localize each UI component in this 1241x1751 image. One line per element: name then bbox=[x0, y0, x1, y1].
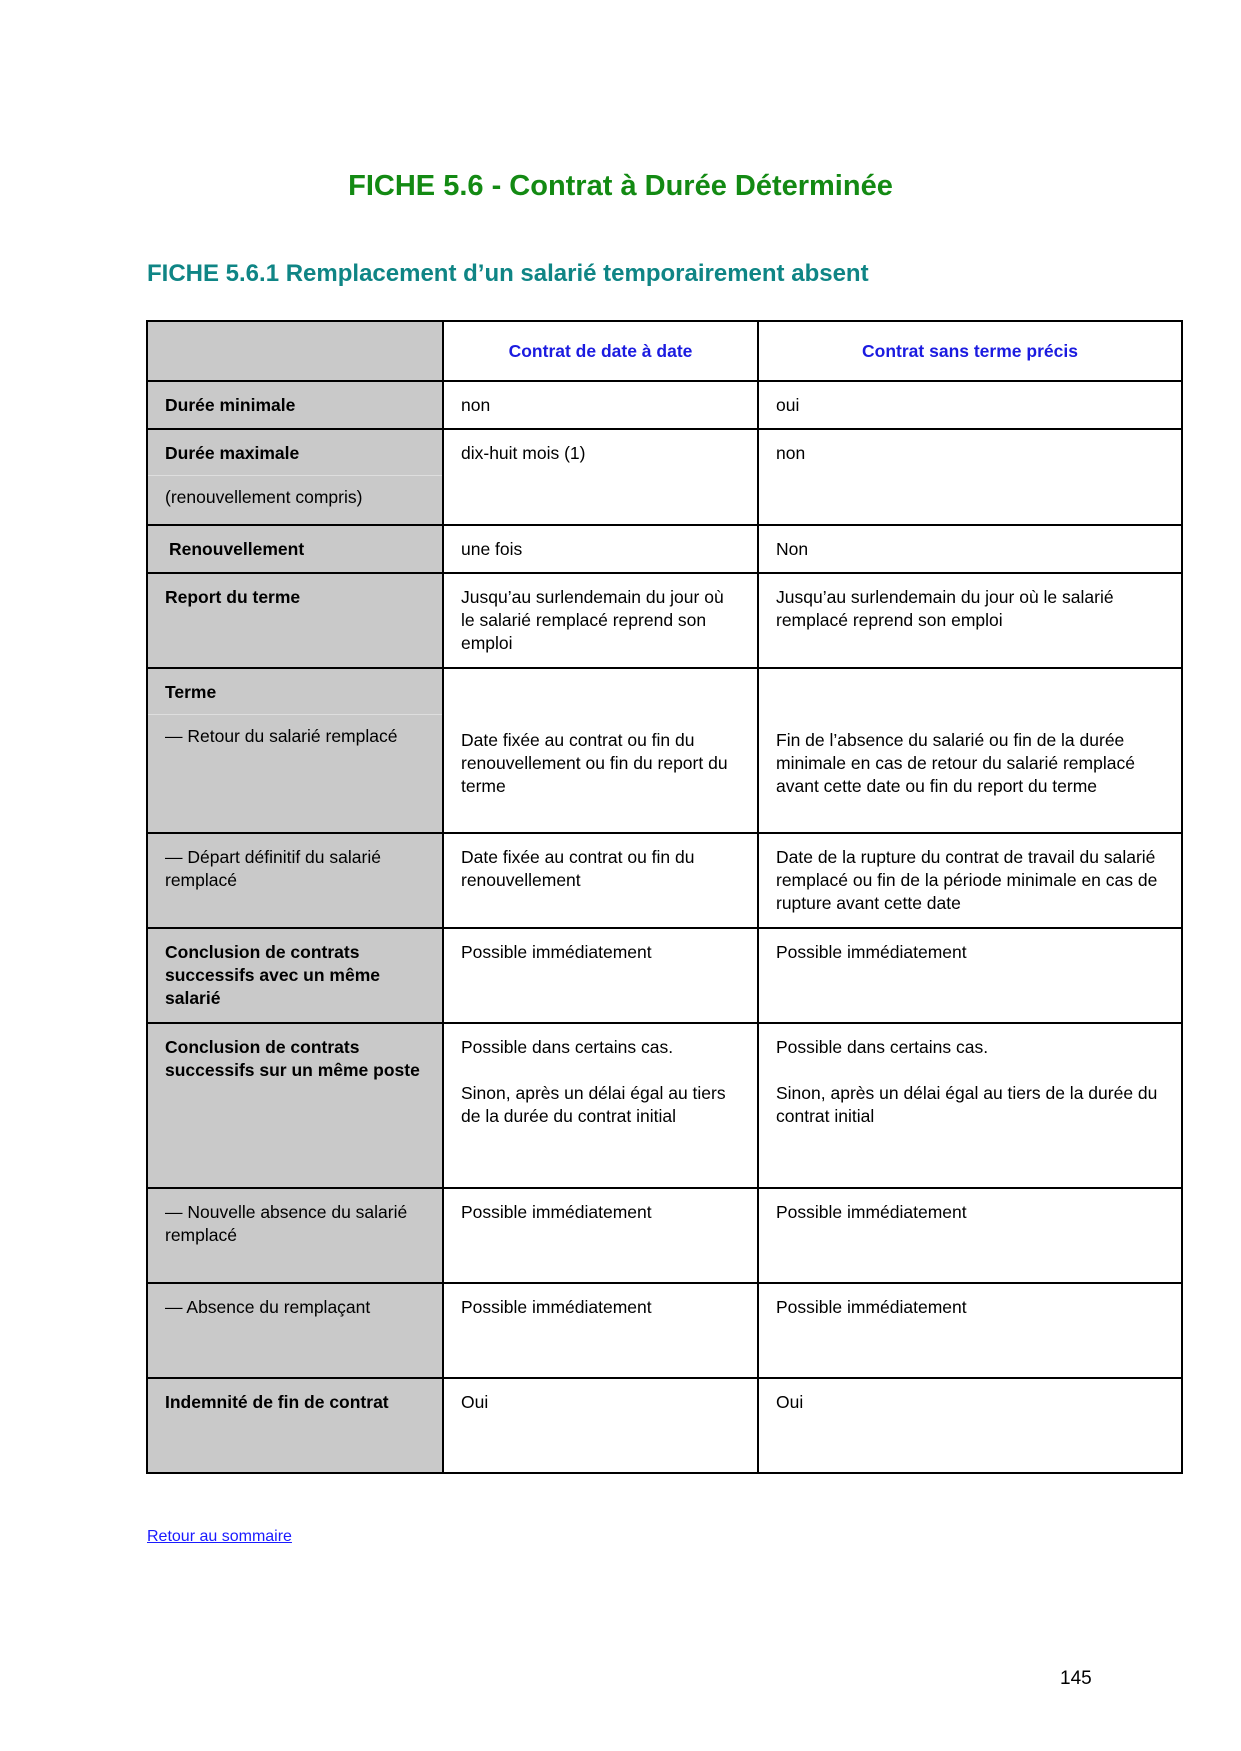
table-row bbox=[147, 573, 1182, 668]
table-row bbox=[147, 525, 1182, 573]
cell-sans-terme: non bbox=[758, 429, 1182, 525]
row-label: Durée minimale bbox=[147, 381, 443, 429]
cell-date-a-date: Date fixée au contrat ou fin du renouvellement ou fin du report du terme bbox=[443, 668, 758, 833]
table-row bbox=[147, 1023, 1182, 1188]
cell-sans-terme: Date de la rupture du contrat de travail du salarié remplacé ou fin de la période minimale en cas de rupture avant cette date bbox=[758, 833, 1182, 928]
table-header-row bbox=[147, 321, 1182, 381]
col-header-date-a-date: Contrat de date à date bbox=[443, 321, 758, 381]
row-label-cell bbox=[147, 668, 443, 833]
cell-sans-terme: Possible immédiatement bbox=[758, 928, 1182, 1023]
row-label: — Nouvelle absence du salarié remplacé bbox=[147, 1188, 443, 1283]
cell-date-a-date: dix-huit mois (1) bbox=[443, 429, 758, 525]
cell-date-a-date: non bbox=[443, 381, 758, 429]
corner-cell bbox=[147, 321, 443, 381]
table-row bbox=[147, 429, 1182, 525]
row-label: Report du terme bbox=[147, 573, 443, 668]
row-sublabel: (renouvellement compris) bbox=[148, 475, 442, 509]
table-row bbox=[147, 1378, 1182, 1473]
row-label: Conclusion de contrats successifs sur un même poste bbox=[147, 1023, 443, 1188]
row-sublabel: — Retour du salarié remplacé bbox=[148, 714, 442, 748]
cell-date-a-date: Jusqu’au surlendemain du jour où le salarié remplacé reprend son emploi bbox=[443, 573, 758, 668]
cell-date-a-date: Date fixée au contrat ou fin du renouvellement bbox=[443, 833, 758, 928]
cell-sans-terme: Jusqu’au surlendemain du jour où le salarié remplacé reprend son emploi bbox=[758, 573, 1182, 668]
back-to-summary-link[interactable]: Retour au sommaire bbox=[147, 1528, 292, 1545]
row-label: Renouvellement bbox=[147, 525, 443, 573]
section-title: FICHE 5.6.1 Remplacement d’un salarié temporairement absent bbox=[147, 260, 869, 287]
cell-sans-terme: Fin de l’absence du salarié ou fin de la durée minimale en cas de retour du salarié remplacé avant cette date ou fin du report du terme bbox=[758, 668, 1182, 833]
table-row bbox=[147, 381, 1182, 429]
cell-sans-terme: Possible immédiatement bbox=[758, 1188, 1182, 1283]
row-label: — Absence du remplaçant bbox=[147, 1283, 443, 1378]
cell-date-a-date: Possible immédiatement bbox=[443, 1188, 758, 1283]
table-row bbox=[147, 1188, 1182, 1283]
table-row bbox=[147, 928, 1182, 1023]
cell-sans-terme: Non bbox=[758, 525, 1182, 573]
comparison-table bbox=[146, 320, 1183, 1474]
cell-date-a-date: Possible dans certains cas. Sinon, après un délai égal au tiers de la durée du contrat initial bbox=[443, 1023, 758, 1188]
col-header-sans-terme: Contrat sans terme précis bbox=[758, 321, 1182, 381]
cell-sans-terme: Oui bbox=[758, 1378, 1182, 1473]
cell-sans-terme: oui bbox=[758, 381, 1182, 429]
cell-date-a-date: Oui bbox=[443, 1378, 758, 1473]
table-row bbox=[147, 833, 1182, 928]
cell-date-a-date: Possible immédiatement bbox=[443, 1283, 758, 1378]
page-number: 145 bbox=[1060, 1668, 1092, 1689]
table-row bbox=[147, 668, 1182, 833]
cell-sans-terme: Possible immédiatement bbox=[758, 1283, 1182, 1378]
cell-date-a-date: une fois bbox=[443, 525, 758, 573]
table-row bbox=[147, 1283, 1182, 1378]
row-label-cell bbox=[147, 429, 443, 525]
row-label: Durée maximale bbox=[165, 443, 300, 463]
row-label: Terme bbox=[165, 682, 217, 702]
row-label: — Départ définitif du salarié remplacé bbox=[147, 833, 443, 928]
cell-sans-terme: Possible dans certains cas. Sinon, après un délai égal au tiers de la durée du contrat initial bbox=[758, 1023, 1182, 1188]
row-label: Indemnité de fin de contrat bbox=[147, 1378, 443, 1473]
page-title: FICHE 5.6 - Contrat à Durée Déterminée bbox=[348, 170, 893, 202]
row-label: Conclusion de contrats successifs avec un même salarié bbox=[147, 928, 443, 1023]
cell-date-a-date: Possible immédiatement bbox=[443, 928, 758, 1023]
